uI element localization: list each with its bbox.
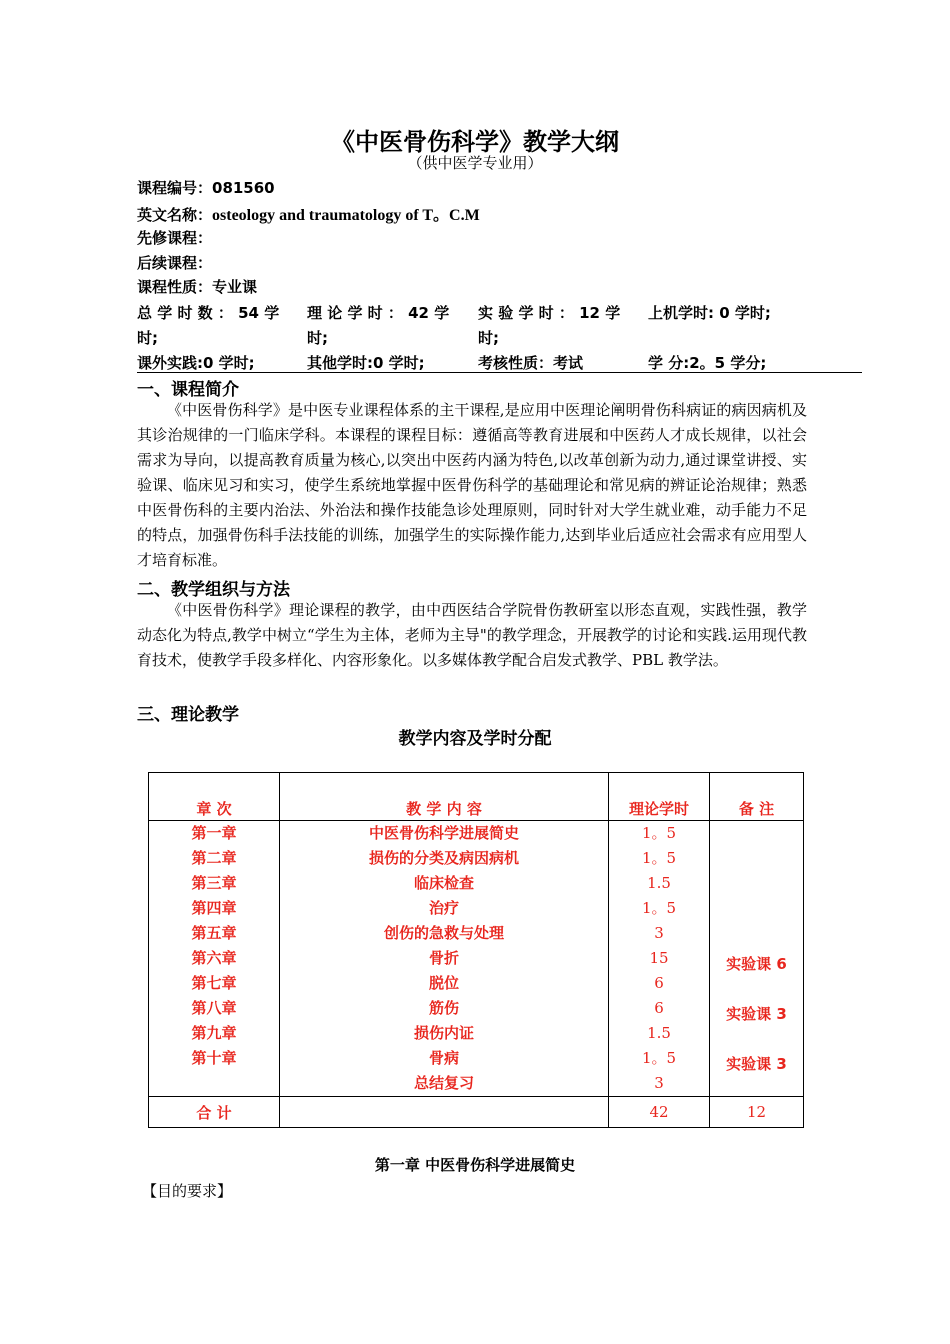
english-name: osteology and traumatology of T。C.M — [212, 207, 480, 224]
hours-cell: 1。5 — [641, 849, 677, 867]
hours-cell: 15 — [649, 949, 669, 967]
extracurricular-hours: 课外实践:0 学时; — [137, 354, 255, 372]
followup-course: 后续课程： — [137, 254, 213, 272]
hours-cell: 3 — [654, 924, 664, 942]
total-hours-unit: 时; — [137, 329, 158, 347]
total-hours-cell: 42 — [609, 1097, 710, 1128]
chapter-cell: 第三章 — [191, 874, 237, 892]
remark-cell: 实验课 6 — [726, 955, 787, 973]
course-code: 课程编号：081560 — [137, 179, 275, 197]
header-divider — [137, 372, 862, 373]
course-nature: 课程性质：专业课 — [137, 278, 258, 296]
hours-cell: 6 — [654, 974, 664, 992]
chapter-cell: 第九章 — [191, 1024, 237, 1042]
total-remark-cell: 12 — [710, 1097, 804, 1128]
method-heading: 二、教学组织与方法 — [137, 580, 290, 600]
hours-cell: 1。5 — [641, 1049, 677, 1067]
lab-hours: 实 验 学 时 ： 12 学 — [478, 304, 621, 322]
chapter-cell: 第六章 — [191, 949, 237, 967]
content-cell: 临床检查 — [413, 874, 474, 892]
header-remark: 备 注 — [710, 773, 804, 821]
total-content-empty — [280, 1097, 609, 1128]
chapter-cell: 第八章 — [191, 999, 237, 1017]
chapter1-title: 第一章 中医骨伤科学进展简史 — [374, 1156, 576, 1174]
content-cell: 中医骨伤科学进展简史 — [368, 824, 519, 842]
header-hours: 理论学时 — [609, 773, 710, 821]
content-cell: 骨折 — [428, 949, 459, 967]
chapter-cell: 第一章 — [191, 824, 237, 842]
content-cell: 筋伤 — [428, 999, 459, 1017]
english-name-label: 英文名称： — [137, 206, 213, 224]
total-label: 合 计 — [149, 1097, 280, 1128]
table-caption: 教学内容及学时分配 — [398, 729, 552, 749]
theory-hours-unit: 时; — [307, 329, 328, 347]
intro-heading: 一、课程简介 — [137, 380, 239, 400]
exam-type: 考核性质：考试 — [478, 354, 584, 372]
table-total-row — [149, 1097, 804, 1128]
chapter-column — [149, 821, 280, 1097]
total-hours: 总 学 时 数 ： 54 学 — [137, 304, 280, 322]
theory-heading: 三、理论教学 — [137, 705, 239, 725]
english-name-row — [137, 202, 480, 225]
lab-hours-unit: 时; — [478, 329, 499, 347]
content-cell: 损伤内证 — [413, 1024, 474, 1042]
hours-cell: 1。5 — [641, 899, 677, 917]
hours-cell: 1。5 — [641, 824, 677, 842]
content-column — [280, 821, 609, 1097]
header-content: 教 学 内 容 — [280, 773, 609, 821]
chapter-cell: 第四章 — [191, 899, 237, 917]
method-paragraph: 《中医骨伤科学》理论课程的教学，由中西医结合学院骨伤教研室以形态直观，实践性强，教学动态化为特点,教学中树立“学生为主体，老师为主导"的教学理念，开展教学的讨论和实践.运用现代教育技术，使教学手段多样化、内容形象化。以多媒体教学配合启发式教学、PBL 教学法。 — [137, 601, 807, 669]
chapter-cell: 第十章 — [191, 1049, 237, 1067]
intro-paragraph: 《中医骨伤科学》是中医专业课程体系的主干课程,是应用中医理论阐明骨伤科病证的病因病机及其诊治规律的一门临床学科。本课程的课程目标：遵循高等教育进展和中医药人才成长规律，以社会需求为导向，以提高教育质量为核心,以突出中医药内涵为特色,以改革创新为动力,通过课堂讲授、实验课、临床见习和实习，使学生系统地掌握中医骨伤科学的基础理论和常见病的辨证论治规律；熟悉中医骨伤科的主要内治法、外治法和操作技能急诊处理原则，同时针对大学生就业难，动手能力不足的特点，加强骨伤科手法技能的训练，加强学生的实际操作能力,达到毕业后适应社会需求有应用型人才培育标准。 — [137, 401, 807, 569]
hours-column — [609, 821, 710, 1097]
remark-cell: 实验课 3 — [726, 1005, 787, 1023]
content-cell: 损伤的分类及病因病机 — [368, 849, 519, 867]
chapter-cell: 第二章 — [191, 849, 237, 867]
remark-column — [710, 821, 804, 1097]
content-cell: 脱位 — [428, 974, 459, 992]
theory-hours: 理 论 学 时 ： 42 学 — [307, 304, 450, 322]
content-cell: 创伤的急救与处理 — [383, 924, 504, 942]
hours-cell: 1.5 — [647, 1024, 671, 1042]
chapter-cell: 第七章 — [191, 974, 237, 992]
content-cell: 总结复习 — [413, 1074, 474, 1092]
content-cell: 治疗 — [428, 899, 459, 917]
page-subtitle: （供中医学专业用） — [407, 154, 543, 172]
table-header-row — [149, 773, 804, 821]
content-cell: 骨病 — [428, 1049, 459, 1067]
chapter-cell: 第五章 — [191, 924, 237, 942]
hours-cell: 6 — [654, 999, 664, 1017]
hours-cell: 1.5 — [647, 874, 671, 892]
hours-allocation-table — [148, 772, 804, 1128]
other-hours: 其他学时:0 学时; — [307, 354, 425, 372]
objectives-label: 【目的要求】 — [142, 1182, 233, 1200]
table-body-row — [149, 821, 804, 1097]
header-chapter: 章 次 — [149, 773, 280, 821]
computer-hours: 上机学时: 0 学时; — [648, 304, 771, 322]
prerequisite-course: 先修课程： — [137, 229, 213, 247]
credits: 学 分:2。5 学分; — [648, 354, 767, 372]
page-title: 《中医骨伤科学》教学大纲 — [331, 127, 619, 156]
remark-cell: 实验课 3 — [726, 1055, 787, 1073]
hours-cell: 3 — [654, 1074, 664, 1092]
